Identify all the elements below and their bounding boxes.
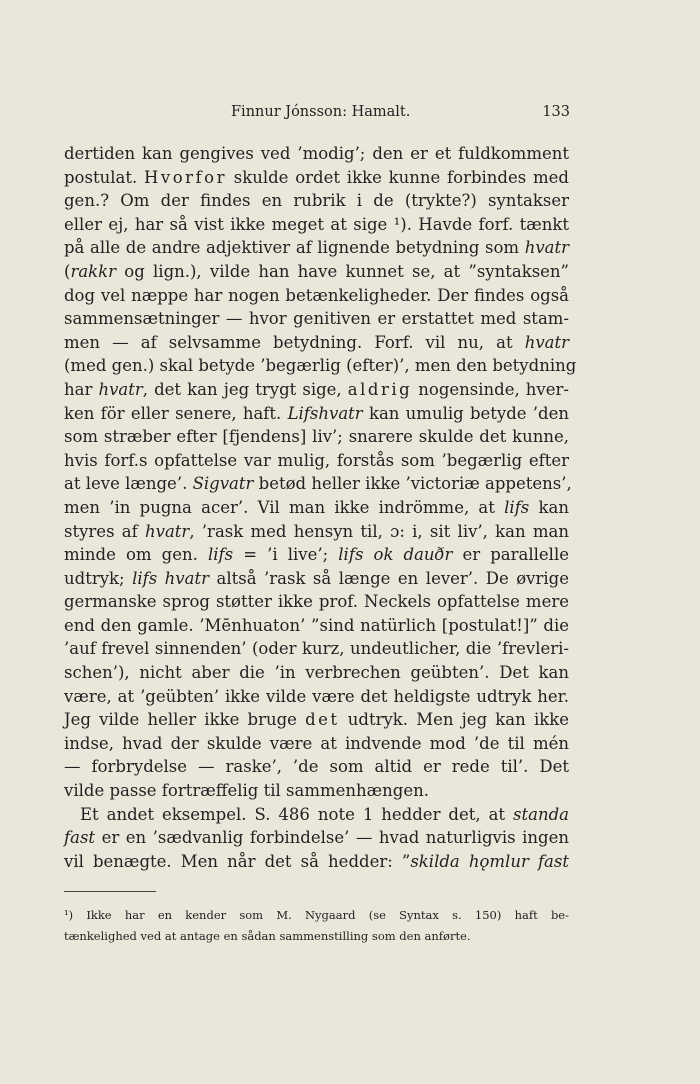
text-line: fast er en ’sædvanlig forbindelse’ — hvad naturligvis ingen xyxy=(64,828,569,848)
italic-word: Lifshvatr xyxy=(287,403,363,423)
text-line: gen.? Om der findes en rubrik i de (trykte?) syntakser xyxy=(64,191,569,211)
italic-quote: skilda hǫmlur fast xyxy=(410,851,569,871)
text-line: vilde passe fortræffelig til sammenhængen. xyxy=(64,781,429,801)
text-line: at leve længe’. Sigvatr betød heller ikke ’victoriæ appetens’, xyxy=(64,474,572,494)
text-line: minde om gen. lifs = ’i live’; lifs ok dauðr er parallelle xyxy=(64,545,569,565)
italic-word: lifs hvatr xyxy=(132,568,209,588)
text-line: end den gamle. ’Mēnhuaton’ ”sind natürlich [postulat!]” die xyxy=(64,615,569,635)
text-line: styres af hvatr, ’rask med hensyn til, ɔ: i, sit liv’, kan man xyxy=(64,521,569,541)
text-line: postulat. Hvorfor skulde ordet ikke kunne forbindes med xyxy=(64,167,569,187)
footnote-rule xyxy=(64,891,156,892)
text-line: (rakkr og lign.), vilde han have kunnet se, at ”syntaksen” xyxy=(64,261,569,281)
text-line: dog vel næppe har nogen betænkeligheder. Der findes også xyxy=(64,285,569,305)
spaced-word: det xyxy=(305,710,340,730)
italic-word: hvatr xyxy=(98,379,143,399)
text-line: dertiden kan gengives ved ’modig’; den er et fuldkomment xyxy=(64,144,569,163)
italic-word: hvatr xyxy=(524,332,569,352)
text-line: ’auf frevel sinnenden’ (oder kurz, undeutlicher, die ’frevleri- xyxy=(64,639,569,659)
page-number: 133 xyxy=(542,104,570,120)
text-line: (med gen.) skal betyde ’begærlig (efter)’, men den betydning xyxy=(64,356,577,376)
text-line: på alle de andre adjektiver af lignende betydning som hvatr xyxy=(64,238,569,258)
text-line: indse, hvad der skulde være at indvende mod ’de til mén xyxy=(64,733,569,753)
italic-word: fast xyxy=(64,828,96,848)
text-line: schen’), nicht aber die ’in verbrechen geübten’. Det kan xyxy=(64,663,569,683)
italic-word: hvatr xyxy=(145,521,190,541)
body-text xyxy=(64,142,577,873)
text-line: ken för eller senere, haft. Lifshvatr kan umulig betyde ’den xyxy=(64,403,570,423)
text-line: hvis forf.s opfattelse var mulig, forstås som ’begærlig efter xyxy=(64,450,569,470)
text-line: vil benægte. Men når det så hedder: ”skilda hǫmlur fast xyxy=(64,851,569,871)
text-line: Et andet eksempel. S. 486 note 1 hedder det, at standa xyxy=(80,804,569,824)
text-line: være, at ’geübten’ ikke vilde være det heldigste udtryk her. xyxy=(64,686,569,706)
footnote-line: tænkelighed ved at antage en sådan sammenstilling som den anførte. xyxy=(64,929,471,943)
text-line: germanske sprog støtter ikke prof. Neckels opfattelse mere xyxy=(64,592,569,612)
italic-word: lifs ok dauðr xyxy=(338,545,453,565)
text-line: har hvatr, det kan jeg trygt sige, aldrig nogensinde, hver- xyxy=(64,379,569,399)
footnote xyxy=(64,905,569,947)
italic-word: standa xyxy=(513,804,569,824)
text-line: Jeg vilde heller ikke bruge det udtryk. Men jeg kan ikke xyxy=(64,710,569,730)
italic-word: rakkr xyxy=(70,261,117,281)
footnote-line: ¹) Ikke har en kender som M. Nygaard (se Syntax s. 150) haft be- xyxy=(64,908,569,922)
text-line: eller ej, har så vist ikke meget at sige ¹). Havde forf. tænkt xyxy=(64,214,569,234)
text-line: udtryk; lifs hvatr altså ’rask så længe en lever’. De øvrige xyxy=(64,568,569,588)
running-title: Finnur Jónsson: Hamalt. xyxy=(231,104,411,120)
italic-word: hvatr xyxy=(524,238,569,258)
italic-word: lifs xyxy=(207,545,234,565)
spaced-word: Hvorfor xyxy=(144,167,227,187)
text-line: — forbrydelse — raske’, ’de som altid er rede til’. Det xyxy=(64,757,569,777)
spaced-word: aldrig xyxy=(347,379,413,399)
text-line: sammensætninger — hvor genitiven er erstattet med stam- xyxy=(64,309,569,329)
text-line: men ’in pugna acer’. Vil man ikke indrömme, at lifs kan xyxy=(64,497,569,517)
italic-word: lifs xyxy=(504,497,530,517)
italic-word: Sigvatr xyxy=(192,474,254,494)
text-line: men — af selvsamme betydning. Forf. vil nu, at hvatr xyxy=(64,332,569,352)
text-line: som stræber efter [fjendens] liv’; snarere skulde det kunne, xyxy=(64,427,569,447)
